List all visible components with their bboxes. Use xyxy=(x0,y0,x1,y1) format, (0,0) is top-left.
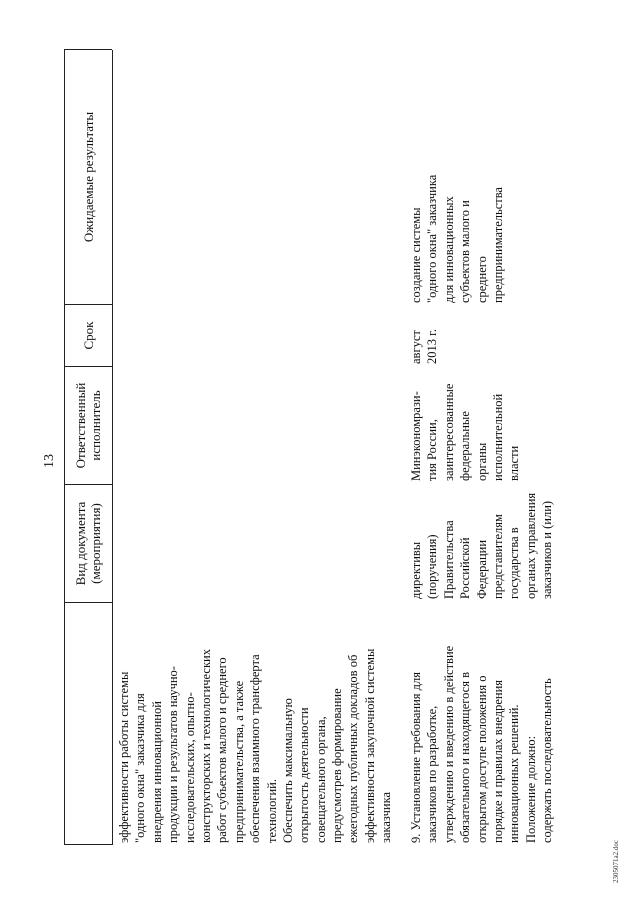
table-header-rule xyxy=(112,50,113,845)
header-executor: Ответственный исполнитель xyxy=(73,382,103,469)
continued-measure-text: эффективности работы системы "одного окна" заказчика для внедрения инновационной продукции и результатов научно- исследовательских, опытно- конструкторских и технологических работ субъектов малого и среднего предпринимательства, а также обеспечения взаимного трансферта технологий. Обеспечить максимальную открытость деятельности совещательного органа, предусмотрев формирование ежегодных публичных докладов об эффективности закупочной системы заказчика xyxy=(117,648,394,843)
header-separator-1 xyxy=(64,602,112,603)
page-number: 13 xyxy=(42,454,57,468)
table-top-rule xyxy=(64,50,65,845)
item9-result-text: создание системы "одного окна" заказчика для инновационных субъектов малого и среднего предпринимательства xyxy=(409,174,505,303)
header-doc-type: Вид документа (мероприятия) xyxy=(73,501,103,586)
header-deadline: Срок xyxy=(80,321,96,350)
item9-executor-text: Минэкономрази- тия России, заинтересованные федеральные органы исполнительной власти xyxy=(409,383,522,481)
header-expected-results: Ожидаемые результаты xyxy=(80,111,96,243)
item9-deadline-text: август 2013 г. xyxy=(409,329,440,364)
item9-measure-text: 9. Установление требования для заказчиков по разработке, утверждению и введению в действие обязательного и находящегося в открытом доступе положения о порядке и правилах внедрения инновационных решений. Положение должно: содержать последовательность xyxy=(409,645,555,843)
header-border-left xyxy=(64,844,112,845)
item9-doc-type-text: директивы (поручения) Правительства Российской Федерации представителям государства в органах управления заказчиков и (или) xyxy=(409,492,555,599)
document-file-code: 2305071a2.doc xyxy=(612,840,620,883)
